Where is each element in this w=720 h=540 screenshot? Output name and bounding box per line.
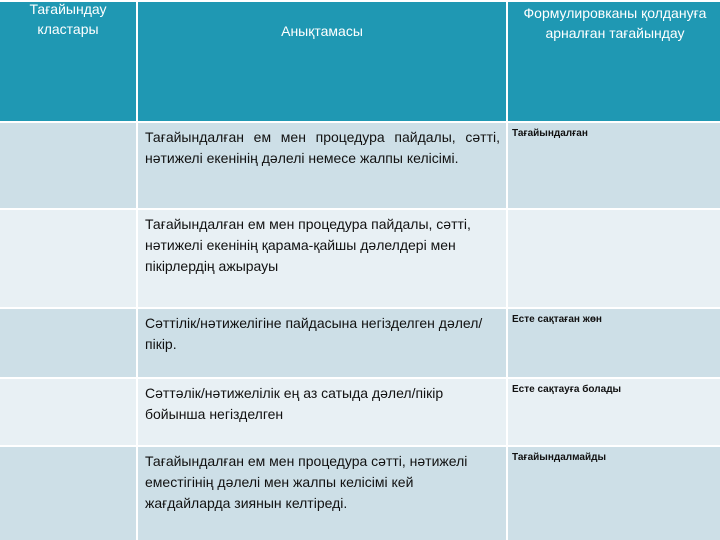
header-definition: Анықтамасы [137, 1, 507, 122]
definition-cell: Сәттілік/нәтижелігіне пайдасына негізделген дәлел/пікір. [137, 308, 507, 378]
table-row [0, 209, 720, 308]
header-formulation: Формулировканы қолдануға арналған тағайындау [507, 1, 720, 122]
cluster-cell [0, 122, 137, 209]
formulation-cell: Тағайындалған [507, 122, 720, 209]
header-cluster: Тағайындау кластары [0, 1, 137, 122]
formulation-cell: Есте сақтаған жөн [507, 308, 720, 378]
table-row [0, 446, 720, 540]
definition-cell: Тағайындалған ем мен процедура сәтті, нәтижелі еместігінің дәлелі мен жалпы келісімі кей жағдайларда зиянын келтіреді. [137, 446, 507, 540]
cluster-cell [0, 209, 137, 308]
table-row [0, 378, 720, 446]
formulation-cell: Есте сақтауға болады [507, 378, 720, 446]
table-row [0, 308, 720, 378]
cluster-cell [0, 308, 137, 378]
formulation-cell [507, 209, 720, 308]
definition-cell: Сәттәлік/нәтижелілік ең аз сатыда дәлел/пікір бойынша негізделген [137, 378, 507, 446]
table-header-row [0, 1, 720, 122]
formulation-cell: Тағайындалмайды [507, 446, 720, 540]
definition-cell: Тағайындалған ем мен процедура пайдалы, сәтті, нәтижелі екенінің қарама-қайшы дәлелдері мен пікірлердің ажырауы [137, 209, 507, 308]
cluster-cell [0, 378, 137, 446]
definition-cell: Тағайындалған ем мен процедура пайдалы, сәтті, нәтижелі екенінің дәлелі немесе жалпы келісімі. [137, 122, 507, 209]
cluster-cell [0, 446, 137, 540]
table-row [0, 122, 720, 209]
